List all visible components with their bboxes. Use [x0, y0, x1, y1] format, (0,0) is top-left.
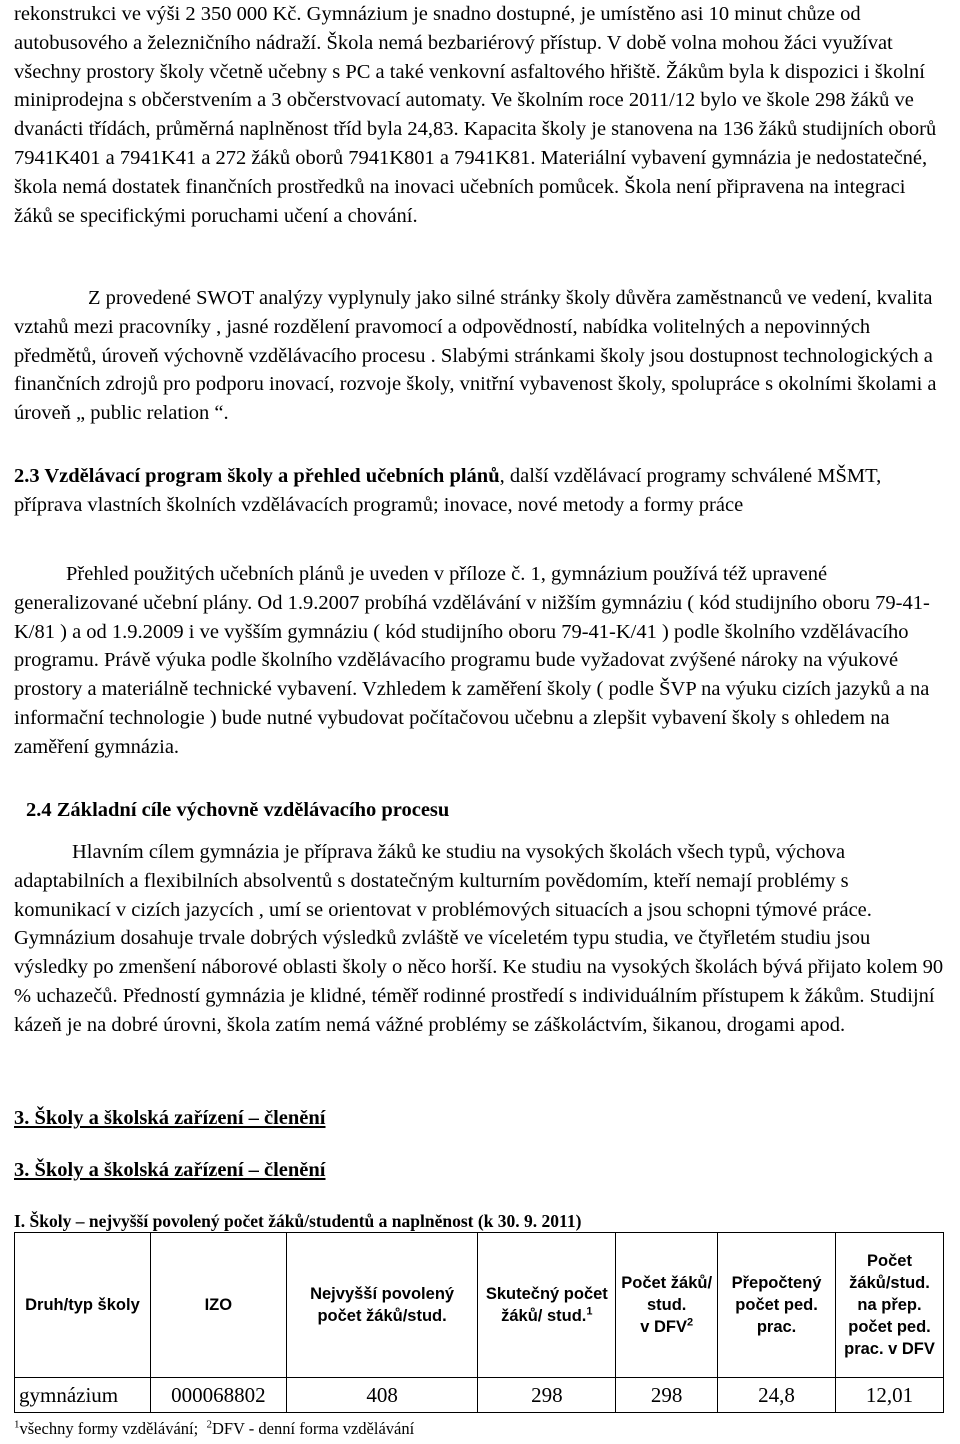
- header-recalc-staff: Přepočtený počet ped. prac.: [718, 1233, 836, 1378]
- paragraph-swot: Z provedené SWOT analýzy vyplynuly jako silné stránky školy důvěra zaměstnanců ve vedení, kvalita vztahů mezi pracovníky , jasné rozdělení pravomocí a odpovědností, nabídka volitelných a nepovinných předmětů, úroveň výchovně vzdělávacího procesu . Slabými stránkami školy jsou dostupnost technologických a finančních zdrojů pro podporu inovací, rozvoje školy, vnitřní vybavenost školy, spolupráce s okolními školami a úroveň „ public relation “.: [14, 287, 937, 425]
- table-footnote: $^1$všechny formy vzdělávání; $^2$DFV - denní forma vzdělávání: [14, 1418, 415, 1438]
- table-header-row: [15, 1233, 944, 1378]
- paragraph-section-2-3: [14, 462, 946, 520]
- cell-school-type: gymnázium: [15, 1378, 151, 1413]
- table-row: [15, 1378, 944, 1413]
- paragraph-goals: Hlavním cílem gymnázia je příprava žáků ke studiu na vysokých školách všech typů, výchova adaptabilních a flexibilních absolventů s dostatečným kulturním povědomím, kteří nemají problémy s komunikací v cizích jazycích , umí se orientovat v problémových situacích a jsou schopni týmové práce. Gymnázium dosahuje trvale dobrých výsledků zvláště ve víceletém typu studia, ve čtyřletém studiu jsou výsledky po zmenšení náborové oblasti školy o něco horší. Ke studiu na vysokých školách bývá přijato kolem 90 % uchazečů. Předností gymnázia je klidné, téměř rodinné prostředí s individuálním přístupem k žákům. Studijní kázeň je na dobré úrovni, škola zatím nemá vážné problémy se záškoláctvím, šikanou, drogami apod.: [14, 841, 944, 1036]
- cell-count-dfv: 298: [616, 1378, 718, 1413]
- header-count-dfv: Počet žáků/ stud. v DFV$^2$: [616, 1233, 718, 1378]
- section-3-heading: 3. Školy a školská zařízení – členění: [14, 1107, 326, 1129]
- header-izo: IZO: [150, 1233, 286, 1378]
- header-school-type: Druh/typ školy: [15, 1233, 151, 1378]
- cell-recalc-staff: 24,8: [718, 1378, 836, 1413]
- cell-izo: 000068802: [150, 1378, 286, 1413]
- section-3-heading-repeat: 3. Školy a školská zařízení – členění: [14, 1159, 326, 1181]
- section-2-4-heading: 2.4 Základní cíle výchovně vzdělávacího procesu: [26, 799, 450, 821]
- cell-max-allowed: 408: [286, 1378, 478, 1413]
- paragraph-curricula: Přehled použitých učebních plánů je uveden v příloze č. 1, gymnázium používá též upravené generalizované učební plány. Od 1.9.2007 probíhá vzdělávání v nižším gymnáziu ( kód studijního oboru 79-41-K/81 ) a od 1.9.2009 i ve vyšším gymnáziu ( kód studijního oboru 79-41-K/41 ) podle školního vzdělávacího programu. Právě výuka podle školního vzdělávacího programu bude vyžadovat zvýšené nároky na výukové prostory a materiálně technické vybavení. Vzhledem k zaměření školy ( podle ŠVP na výuku cizích jazyků a na informační technologie ) bude nutné vybudovat počítačovou učebnu a zlepšit vybavení školy s ohledem na zaměření gymnázia.: [14, 563, 930, 758]
- cell-students-per-staff: 12,01: [836, 1378, 944, 1413]
- section-2-3-heading: 2.3 Vzdělávací program školy a přehled učebních plánů: [14, 465, 500, 487]
- school-capacity-table: [14, 1232, 944, 1413]
- table-caption: I. Školy – nejvyšší povolený počet žáků/studentů a naplněnost (k 30. 9. 2011): [14, 1211, 582, 1231]
- cell-actual-count: 298: [478, 1378, 616, 1413]
- header-max-allowed: Nejvyšší povolený počet žáků/stud.: [286, 1233, 478, 1378]
- section-2-3-text: , další vzdělávací programy schválené MŠMT, příprava vlastních školních vzdělávacích programů; inovace, nové metody a formy práce: [14, 465, 882, 516]
- paragraph-school-facilities: rekonstrukci ve výši 2 350 000 Kč. Gymnázium je snadno dostupné, je umístěno asi 10 minut chůze od autobusového a železničního nádraží. Škola nemá bezbariérový přístup. V době volna mohou žáci využívat všechny prostory školy včetně učebny s PC a také venkovní asfaltového hřiště. Žákům byla k dispozici i školní miniprodejna s občerstvením a 3 občerstvovací automaty. Ve školním roce 2011/12 bylo ve škole 298 žáků ve dvanácti třídách, průměrná naplněnost tříd byla 24,83. Kapacita školy je stanovena na 136 žáků studijních oborů 7941K401 a 7941K41 a 272 žáků oborů 7941K801 a 7941K81. Materiální vybavení gymnázia je nedostatečné, škola nemá dostatek finančních prostředků na inovaci učebních pomůcek. Škola není připravena na integraci žáků se specifickými poruchami učení a chování.: [14, 3, 937, 227]
- header-students-per-staff: Počet žáků/stud. na přep. počet ped. prac. v DFV: [836, 1233, 944, 1378]
- header-actual-count: Skutečný počet žáků/ stud.$^1$: [478, 1233, 616, 1378]
